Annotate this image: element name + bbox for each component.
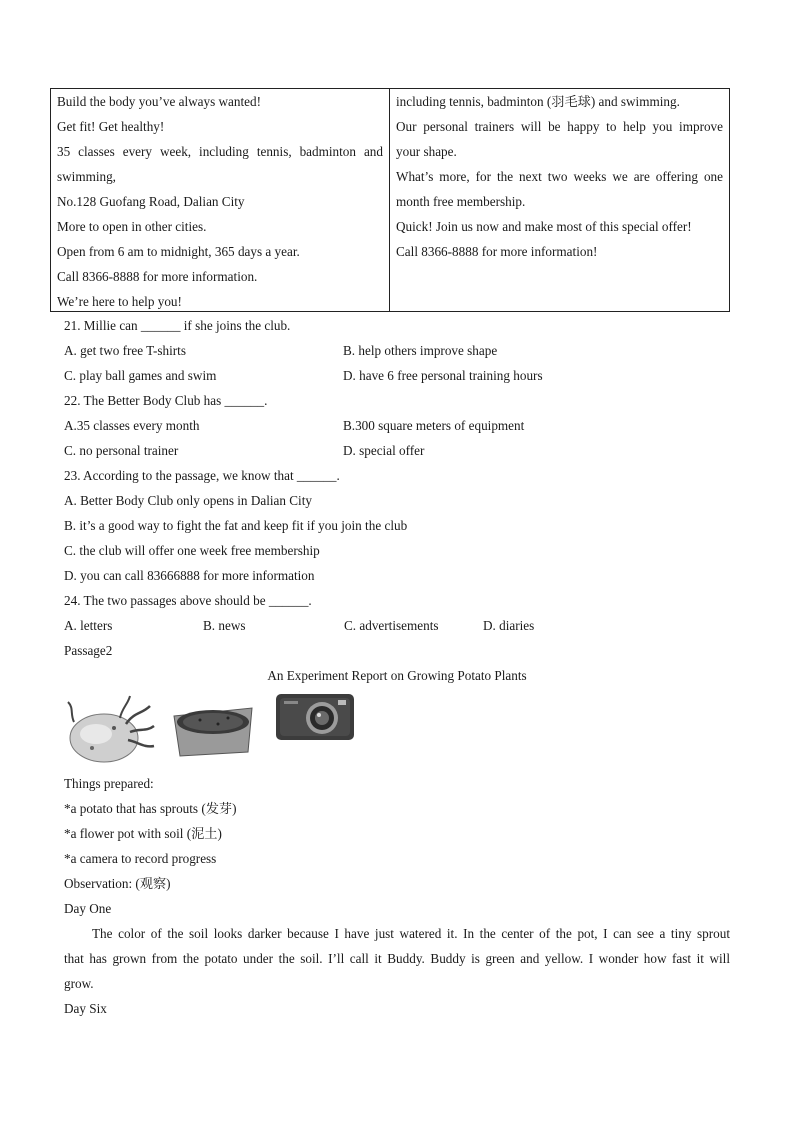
ad-left-line: swimming,: [57, 169, 116, 184]
question-22-stem: 22. The Better Body Club has ______.: [64, 393, 268, 408]
question-23-option-b: B. it’s a good way to fight the fat and keep fit if you join the club: [64, 518, 408, 533]
question-24-stem: 24. The two passages above should be ______.: [64, 593, 312, 608]
passage-title: An Experiment Report on Growing Potato Plants: [267, 668, 527, 683]
ad-right-line: Quick! Join us now and make most of this special offer!: [396, 219, 692, 234]
ad-left-column: [51, 89, 390, 311]
question-23-stem: 23. According to the passage, we know that ______.: [64, 468, 340, 483]
question-24-option-b: B. news: [203, 618, 246, 633]
question-22-option-d: D. special offer: [343, 443, 425, 458]
ad-left-line: We’re here to help you!: [57, 294, 182, 309]
question-21-stem: 21. Millie can ______ if she joins the club.: [64, 318, 291, 333]
ad-left-line: 35 classes every week, including tennis, badminton and: [57, 144, 383, 159]
prepared-item: *a flower pot with soil (泥土): [64, 826, 222, 841]
observation-heading: Observation: (观察): [64, 876, 171, 891]
ad-left-line: More to open in other cities.: [57, 219, 207, 234]
question-24-option-c: C. advertisements: [344, 618, 439, 633]
question-21-option-d: D. have 6 free personal training hours: [343, 368, 543, 383]
ad-left-line: Call 8366-8888 for more information.: [57, 269, 258, 284]
ad-right-column: [390, 89, 729, 311]
ad-right-line: including tennis, badminton (羽毛球) and swimming.: [396, 94, 680, 109]
ad-left-line: Open from 6 am to midnight, 365 days a year.: [57, 244, 300, 259]
day-one-paragraph-line: that has grown from the potato under the soil. I’ll call it Buddy. Buddy is green and yellow. I wonder how fast it will: [64, 951, 730, 966]
advertisement-table: [50, 88, 730, 312]
question-21-option-a: A. get two free T-shirts: [64, 343, 186, 358]
question-23-option-c: C. the club will offer one week free membership: [64, 543, 320, 558]
question-23-option-a: A. Better Body Club only opens in Dalian City: [64, 493, 312, 508]
question-23-option-d: D. you can call 83666888 for more information: [64, 568, 315, 583]
question-21-option-b: B. help others improve shape: [343, 343, 498, 358]
question-24-option-a: A. letters: [64, 618, 113, 633]
question-22-option-b: B.300 square meters of equipment: [343, 418, 525, 433]
ad-left-line: Get fit! Get healthy!: [57, 119, 165, 134]
ad-right-line: month free membership.: [396, 194, 526, 209]
question-22-option-c: C. no personal trainer: [64, 443, 179, 458]
question-24-option-d: D. diaries: [483, 618, 535, 633]
camera-image: [272, 688, 358, 746]
day-one-heading: Day One: [64, 901, 112, 916]
day-six-heading: Day Six: [64, 1001, 107, 1016]
question-22-option-a: A.35 classes every month: [64, 418, 200, 433]
flower-pot-image: [170, 696, 256, 760]
passage-label: Passage2: [64, 643, 113, 658]
prepared-item: *a camera to record progress: [64, 851, 217, 866]
ad-left-line: No.128 Guofang Road, Dalian City: [57, 194, 245, 209]
day-one-paragraph-line: The color of the soil looks darker because I have just watered it. In the center of the pot, I can see a tiny sprout: [92, 926, 730, 941]
things-prepared-heading: Things prepared:: [64, 776, 154, 791]
question-21-option-c: C. play ball games and swim: [64, 368, 217, 383]
ad-left-line: Build the body you’ve always wanted!: [57, 94, 261, 109]
ad-right-line: your shape.: [396, 144, 457, 159]
day-one-paragraph-line: grow.: [64, 976, 94, 991]
ad-right-line: What’s more, for the next two weeks we are offering one: [396, 169, 723, 184]
ad-right-line: Call 8366-8888 for more information!: [396, 244, 598, 259]
potato-image: [64, 688, 158, 770]
ad-right-line: Our personal trainers will be happy to help you improve: [396, 119, 723, 134]
prepared-item: *a potato that has sprouts (发芽): [64, 801, 237, 816]
